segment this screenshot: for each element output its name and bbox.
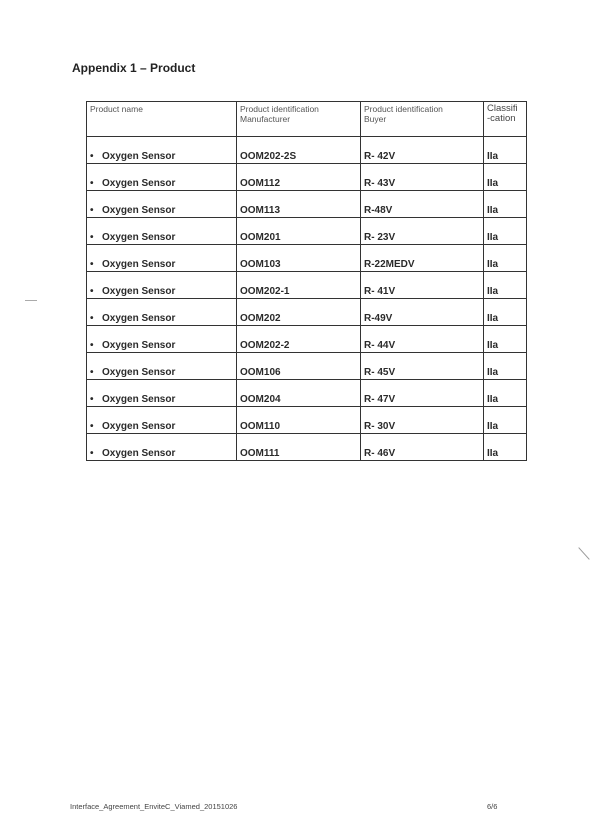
cell-manufacturer-id <box>237 191 361 218</box>
product-table <box>86 101 527 461</box>
cell-product-name <box>87 380 237 407</box>
bullet-icon: • <box>90 394 94 405</box>
bullet-icon: • <box>90 205 94 216</box>
cell-buyer-id-text: R- 42V <box>364 151 396 162</box>
cell-product-name-text: Oxygen Sensor <box>102 151 176 162</box>
cell-manufacturer-id <box>237 299 361 326</box>
cell-product-name-text: Oxygen Sensor <box>102 232 176 243</box>
cell-buyer-id-text: R-48V <box>364 205 393 216</box>
cell-buyer-id <box>361 380 484 407</box>
cell-product-name <box>87 191 237 218</box>
cell-buyer-id-text: R- 44V <box>364 340 396 351</box>
cell-manufacturer-id-text: OOM204 <box>240 394 281 405</box>
scan-mark <box>25 300 37 301</box>
cell-buyer-id <box>361 164 484 191</box>
cell-classification <box>484 137 527 164</box>
cell-product-name-text: Oxygen Sensor <box>102 286 176 297</box>
cell-buyer-id-text: R- 43V <box>364 178 396 189</box>
cell-buyer-id-text: R- 23V <box>364 232 396 243</box>
header-manufacturer-id-line1: Product identification <box>240 104 319 114</box>
cell-manufacturer-id <box>237 137 361 164</box>
cell-product-name-text: Oxygen Sensor <box>102 367 176 378</box>
cell-classification-text: IIa <box>487 313 499 324</box>
cell-manufacturer-id <box>237 434 361 461</box>
footer-page-number: 6/6 <box>487 802 498 811</box>
cell-classification-text: IIa <box>487 232 499 243</box>
cell-manufacturer-id <box>237 407 361 434</box>
cell-buyer-id-text: R- 45V <box>364 367 396 378</box>
cell-product-name <box>87 299 237 326</box>
table-header-row <box>87 102 527 137</box>
cell-classification <box>484 353 527 380</box>
cell-buyer-id <box>361 299 484 326</box>
table-row <box>87 137 527 164</box>
bullet-icon: • <box>90 448 94 459</box>
cell-product-name-text: Oxygen Sensor <box>102 205 176 216</box>
cell-product-name-text: Oxygen Sensor <box>102 313 176 324</box>
cell-classification <box>484 434 527 461</box>
table-row <box>87 218 527 245</box>
cell-classification <box>484 272 527 299</box>
cell-manufacturer-id-text: OOM202-2 <box>240 340 290 351</box>
cell-product-name <box>87 164 237 191</box>
cell-classification <box>484 191 527 218</box>
cell-classification-text: IIa <box>487 151 499 162</box>
header-product-name-label: Product name <box>90 104 143 114</box>
table-row <box>87 434 527 461</box>
cell-classification <box>484 245 527 272</box>
bullet-icon: • <box>90 151 94 162</box>
cell-buyer-id-text: R- 30V <box>364 421 396 432</box>
cell-classification <box>484 218 527 245</box>
cell-classification-text: IIa <box>487 421 499 432</box>
cell-product-name <box>87 407 237 434</box>
footer-filename: Interface_Agreement_EnviteC_Viamed_20151026 <box>70 802 238 811</box>
cell-buyer-id-text: R- 41V <box>364 286 396 297</box>
cell-manufacturer-id-text: OOM111 <box>240 448 280 459</box>
scan-mark <box>578 547 589 560</box>
cell-classification-text: IIa <box>487 394 499 405</box>
bullet-icon: • <box>90 259 94 270</box>
cell-product-name-text: Oxygen Sensor <box>102 259 176 270</box>
cell-classification-text: IIa <box>487 448 499 459</box>
bullet-icon: • <box>90 232 94 243</box>
cell-buyer-id <box>361 326 484 353</box>
cell-classification <box>484 164 527 191</box>
cell-classification-text: IIa <box>487 340 499 351</box>
cell-classification <box>484 326 527 353</box>
table-row <box>87 380 527 407</box>
cell-classification-text: IIa <box>487 367 499 378</box>
table-row <box>87 245 527 272</box>
cell-manufacturer-id <box>237 380 361 407</box>
cell-classification <box>484 299 527 326</box>
header-buyer-id <box>361 102 484 137</box>
header-classification-line2: -cation <box>487 113 516 124</box>
bullet-icon: • <box>90 178 94 189</box>
header-manufacturer-id-line2: Manufacturer <box>240 114 291 124</box>
cell-buyer-id-text: R- 46V <box>364 448 396 459</box>
cell-manufacturer-id-text: OOM106 <box>240 367 281 378</box>
cell-product-name <box>87 218 237 245</box>
cell-manufacturer-id-text: OOM202-1 <box>240 286 290 297</box>
cell-manufacturer-id-text: OOM113 <box>240 205 281 216</box>
cell-buyer-id-text: R-22MEDV <box>364 259 415 270</box>
cell-buyer-id <box>361 245 484 272</box>
cell-manufacturer-id-text: OOM201 <box>240 232 281 243</box>
cell-classification-text: IIa <box>487 259 499 270</box>
cell-product-name <box>87 272 237 299</box>
cell-buyer-id <box>361 353 484 380</box>
cell-manufacturer-id <box>237 353 361 380</box>
cell-product-name-text: Oxygen Sensor <box>102 340 176 351</box>
cell-manufacturer-id-text: OOM202-2S <box>240 151 297 162</box>
table-row <box>87 299 527 326</box>
cell-manufacturer-id-text: OOM112 <box>240 178 281 189</box>
bullet-icon: • <box>90 340 94 351</box>
bullet-icon: • <box>90 367 94 378</box>
cell-manufacturer-id <box>237 272 361 299</box>
bullet-icon: • <box>90 286 94 297</box>
cell-buyer-id <box>361 434 484 461</box>
header-manufacturer-id <box>237 102 361 137</box>
header-buyer-id-line2: Buyer <box>364 114 387 124</box>
cell-manufacturer-id <box>237 164 361 191</box>
cell-manufacturer-id <box>237 326 361 353</box>
cell-buyer-id-text: R- 47V <box>364 394 396 405</box>
cell-manufacturer-id <box>237 245 361 272</box>
cell-product-name-text: Oxygen Sensor <box>102 448 176 459</box>
cell-classification-text: IIa <box>487 205 499 216</box>
cell-classification-text: IIa <box>487 286 499 297</box>
cell-manufacturer-id-text: OOM202 <box>240 313 281 324</box>
cell-product-name <box>87 326 237 353</box>
cell-buyer-id <box>361 137 484 164</box>
table-row <box>87 164 527 191</box>
table-row <box>87 407 527 434</box>
cell-product-name-text: Oxygen Sensor <box>102 178 176 189</box>
cell-buyer-id <box>361 407 484 434</box>
header-product-name <box>87 102 237 137</box>
page-title: Appendix 1 – Product <box>72 61 196 75</box>
cell-product-name <box>87 245 237 272</box>
bullet-icon: • <box>90 421 94 432</box>
cell-buyer-id <box>361 272 484 299</box>
cell-classification-text: IIa <box>487 178 499 189</box>
cell-product-name-text: Oxygen Sensor <box>102 394 176 405</box>
cell-product-name <box>87 353 237 380</box>
table-row <box>87 326 527 353</box>
cell-classification <box>484 380 527 407</box>
cell-classification <box>484 407 527 434</box>
header-classification-line1: Classifi <box>487 103 518 114</box>
bullet-icon: • <box>90 313 94 324</box>
cell-product-name <box>87 137 237 164</box>
cell-buyer-id <box>361 218 484 245</box>
cell-product-name <box>87 434 237 461</box>
header-classification <box>484 102 527 137</box>
cell-manufacturer-id-text: OOM103 <box>240 259 281 270</box>
table-row <box>87 191 527 218</box>
cell-buyer-id <box>361 191 484 218</box>
cell-product-name-text: Oxygen Sensor <box>102 421 176 432</box>
table-row <box>87 353 527 380</box>
cell-buyer-id-text: R-49V <box>364 313 393 324</box>
cell-manufacturer-id <box>237 218 361 245</box>
header-buyer-id-line1: Product identification <box>364 104 443 114</box>
cell-manufacturer-id-text: OOM110 <box>240 421 281 432</box>
table-row <box>87 272 527 299</box>
